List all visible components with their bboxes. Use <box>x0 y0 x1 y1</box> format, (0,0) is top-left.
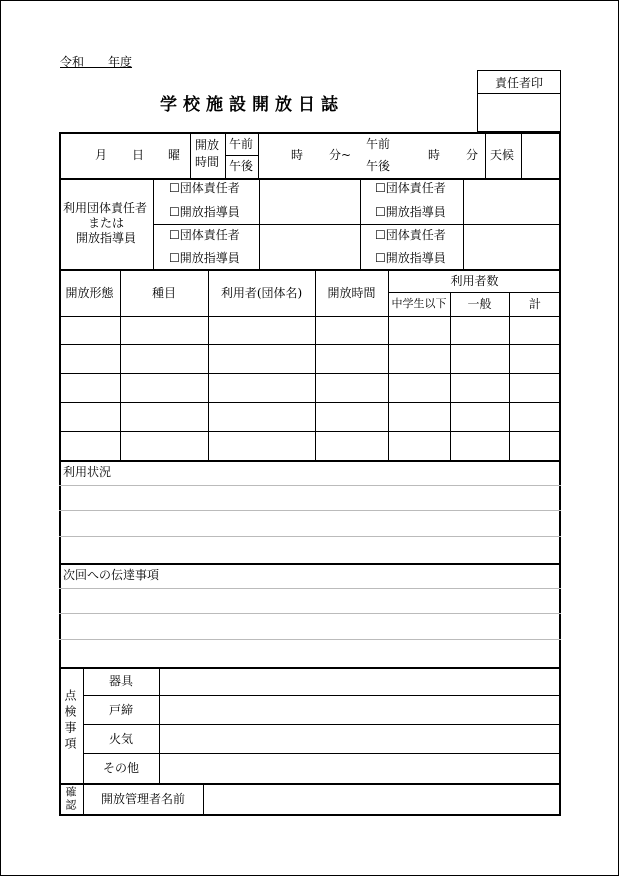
pm-label-2: 午後 <box>366 159 391 173</box>
inspection-item-other: その他 <box>102 761 139 775</box>
col-user-group: 利用者(団体名) <box>220 286 303 300</box>
month-label: 月 <box>95 148 108 162</box>
confirm-side-label: 確認 <box>64 786 77 812</box>
era-year-label: 令和 年度 <box>60 55 133 69</box>
pm-label-1: 午後 <box>229 159 254 173</box>
inspection-side-label: 点検事項 <box>63 689 77 753</box>
col-open-form: 開放形態 <box>65 286 114 300</box>
responsible-label-3: 開放指導員 <box>75 231 136 245</box>
minute-label-2: 分 <box>466 148 479 162</box>
inspection-item-equipment: 器具 <box>108 674 133 688</box>
open-time-label-1: 開放 <box>195 138 220 152</box>
col-junior-high: 中学生以下 <box>391 297 447 310</box>
col-event-type: 種目 <box>151 286 176 300</box>
hour-label-2: 時 <box>428 148 441 162</box>
am-label-1: 午前 <box>229 137 254 151</box>
responsible-label-1: 利用団体責任者 <box>63 201 148 215</box>
hour-label-1: 時 <box>291 148 304 162</box>
col-user-count: 利用者数 <box>450 274 499 288</box>
checkbox-leader-2[interactable]: ☐団体責任者 <box>169 228 240 242</box>
inspection-item-locking: 戸締 <box>108 703 133 717</box>
inspection-item-fire: 火気 <box>108 732 133 746</box>
checkbox-leader-1[interactable]: ☐団体責任者 <box>169 181 240 195</box>
col-open-time: 開放時間 <box>327 286 376 300</box>
page-title: 学校施設開放日誌 <box>160 95 344 115</box>
am-label-2: 午前 <box>366 137 391 151</box>
checkbox-instructor-2[interactable]: ☐開放指導員 <box>169 251 240 265</box>
responsible-label-2: または <box>87 216 124 230</box>
col-general: 一般 <box>467 297 492 311</box>
notes-label: 次回への伝達事項 <box>63 568 160 582</box>
checkbox-instructor-1[interactable]: ☐開放指導員 <box>169 205 240 219</box>
stamp-label: 責任者印 <box>494 76 543 90</box>
open-time-label-2: 時間 <box>195 155 220 169</box>
weekday-label: 曜 <box>168 148 181 162</box>
checkbox-instructor-4[interactable]: ☐開放指導員 <box>375 251 446 265</box>
weather-label: 天候 <box>490 148 515 162</box>
minute-from-label: 分~ <box>329 148 352 162</box>
manager-name-label: 開放管理者名前 <box>100 792 185 806</box>
checkbox-leader-3[interactable]: ☐団体責任者 <box>375 181 446 195</box>
checkbox-instructor-3[interactable]: ☐開放指導員 <box>375 205 446 219</box>
col-total: 計 <box>528 297 541 311</box>
checkbox-leader-4[interactable]: ☐団体責任者 <box>375 228 446 242</box>
usage-status-label: 利用状況 <box>63 465 112 479</box>
day-label: 日 <box>132 148 145 162</box>
